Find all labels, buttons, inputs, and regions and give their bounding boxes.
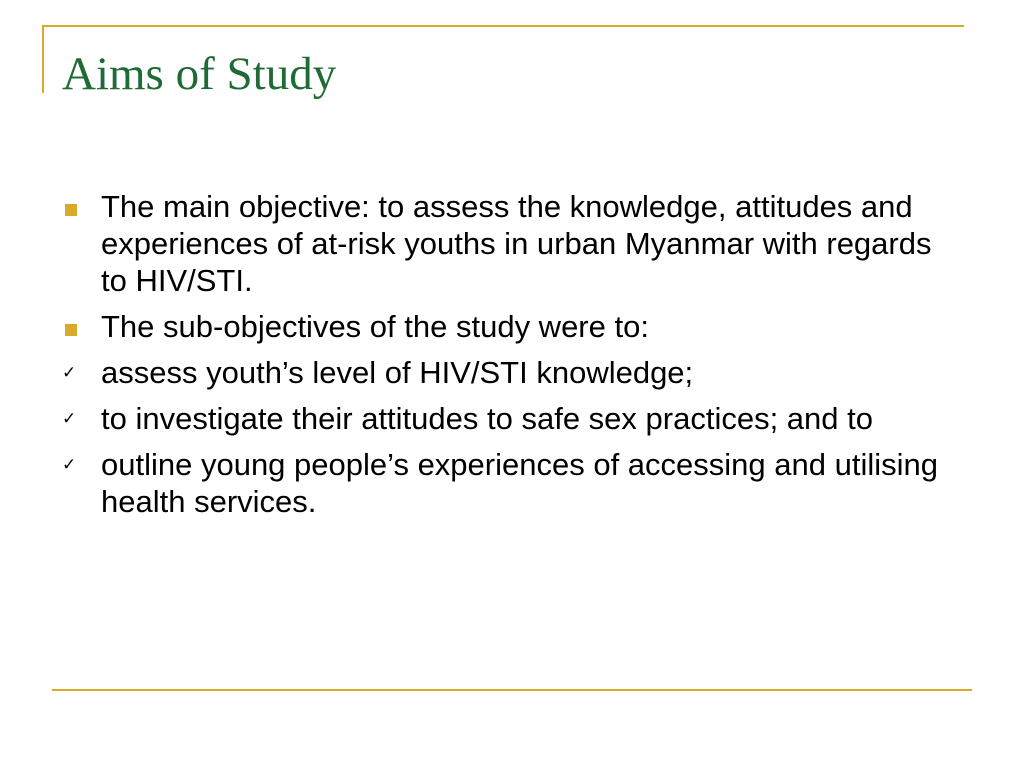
checkmark-icon: ✓ bbox=[62, 409, 77, 429]
bottom-divider-line bbox=[52, 689, 972, 691]
slide-title: Aims of Study bbox=[62, 48, 337, 100]
left-accent-line bbox=[42, 25, 44, 93]
bullet-text: assess youth’s level of HIV/STI knowledge; bbox=[101, 355, 694, 390]
bullet-item-knowledge bbox=[60, 354, 960, 391]
bullet-text: to investigate their attitudes to safe sex practices; and to bbox=[101, 401, 873, 436]
bullet-text: outline young people’s experiences of accessing and utilising health services. bbox=[101, 447, 938, 519]
bullet-item-main-objective bbox=[60, 188, 960, 299]
bullet-item-sub-objectives bbox=[60, 308, 960, 345]
bullet-list bbox=[60, 188, 960, 529]
checkmark-icon: ✓ bbox=[62, 455, 77, 475]
top-divider-line bbox=[42, 25, 964, 27]
bullet-text: The sub-objectives of the study were to: bbox=[101, 309, 649, 344]
checkmark-icon: ✓ bbox=[62, 363, 77, 383]
bullet-item-health-services bbox=[60, 446, 960, 520]
square-bullet-icon bbox=[65, 324, 77, 336]
bullet-item-attitudes bbox=[60, 400, 960, 437]
square-bullet-icon bbox=[65, 204, 77, 216]
bullet-text: The main objective: to assess the knowledge, attitudes and experiences of at-risk youths in urban Myanmar with regards to HIV/STI. bbox=[101, 189, 932, 298]
